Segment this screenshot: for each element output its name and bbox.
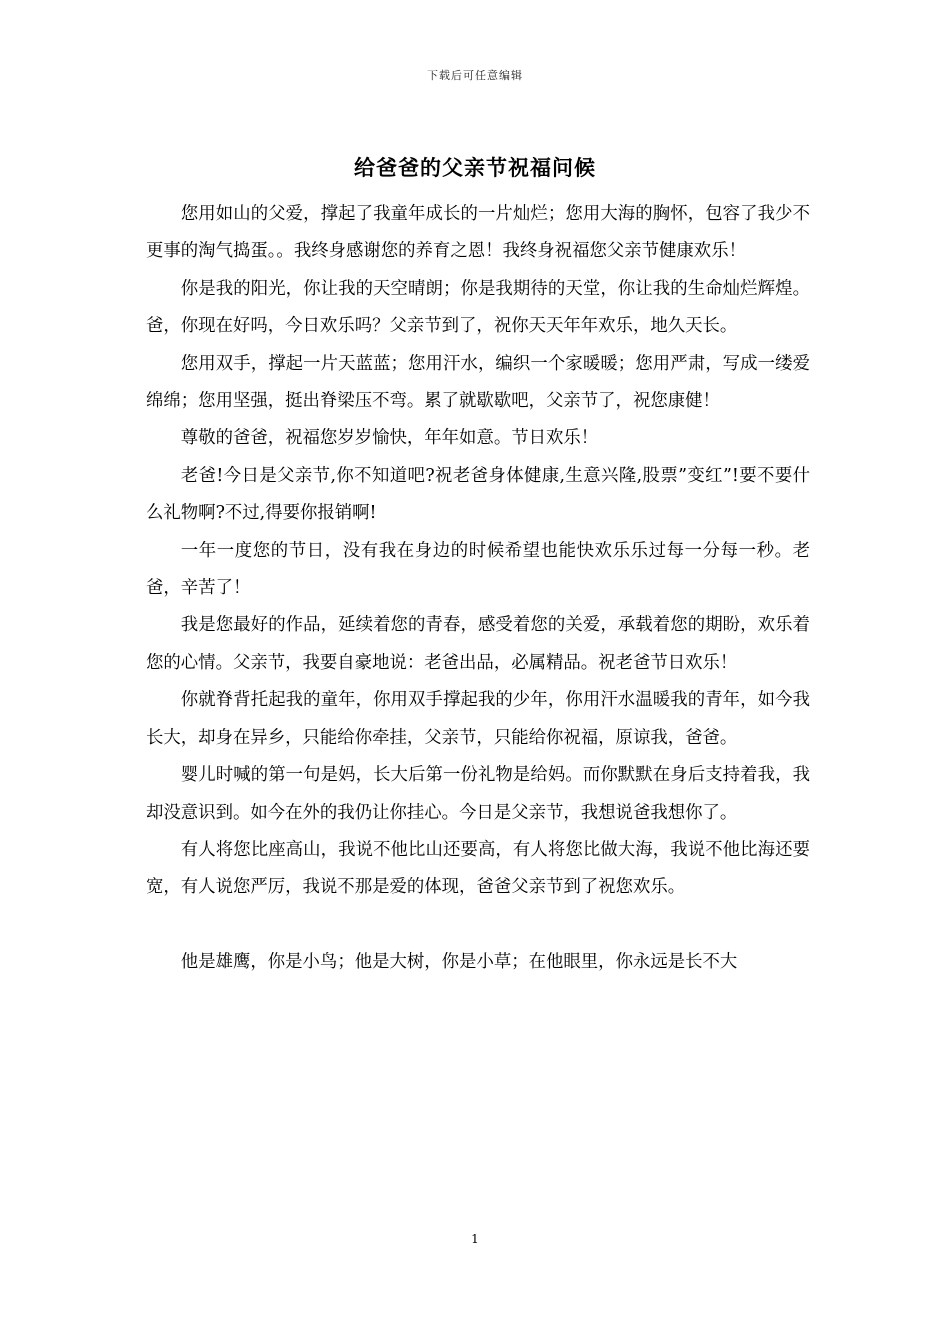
paragraph: 您用如山的父爱，撑起了我童年成长的一片灿烂；您用大海的胸怀，包容了我少不更事的淘气捣蛋。。我终身感谢您的养育之恩！我终身祝福您父亲节健康欢乐！	[146, 204, 810, 262]
paragraph: 你就脊背托起我的童年，你用双手撑起我的少年，你用汗水温暖我的青年，如今我长大，却身在异乡，只能给你牵挂，父亲节，只能给你祝福，原谅我，爸爸。	[146, 690, 810, 748]
document-body	[146, 196, 810, 982]
paragraph: 有人将您比座高山，我说不他比山还要高，有人将您比做大海，我说不他比海还要宽，有人说您严厉，我说不那是爱的体现，爸爸父亲节到了祝您欢乐。	[146, 839, 810, 898]
paragraph: 您用双手，撑起一片天蓝蓝；您用汗水，编织一个家暖暖；您用严肃，写成一缕爱绵绵；您用坚强，挺出脊梁压不弯。累了就歇歇吧，父亲节了，祝您康健！	[146, 353, 810, 412]
paragraph: 他是雄鹰，你是小鸟；他是大树，你是小草；在他眼里，你永远是长不大	[180, 952, 738, 973]
blank-line	[146, 907, 810, 944]
page-number: 1	[471, 1232, 479, 1246]
header-note: 下载后可任意编辑	[427, 69, 523, 82]
paragraph: 尊敬的爸爸，祝福您岁岁愉快，年年如意。节日欢乐！	[180, 428, 599, 449]
paragraph: 一年一度您的节日，没有我在身边的时候希望也能快欢乐乐过每一分每一秒。老爸，辛苦了！	[146, 540, 810, 599]
paragraph: 我是您最好的作品，延续着您的青春，感受着您的关爱，承载着您的期盼，欢乐着您的心情。父亲节，我要自豪地说：老爸出品，必属精品。祝老爸节日欢乐！	[146, 615, 810, 673]
paragraph: 婴儿时喊的第一句是妈，长大后第一份礼物是给妈。而你默默在身后支持着我，我却没意识到。如今在外的我仍让你挂心。今日是父亲节，我想说爸我想你了。	[146, 765, 810, 823]
paragraph: 你是我的阳光，你让我的天空晴朗；你是我期待的天堂，你让我的生命灿烂辉煌。爸，你现在好吗，今日欢乐吗？父亲节到了，祝你天天年年欢乐，地久天长。	[146, 278, 810, 337]
document-title: 给爸爸的父亲节祝福问候	[354, 155, 596, 180]
paragraph: 老爸!今日是父亲节,你不知道吧?祝老爸身体健康,生意兴隆,股票”变红”!要不要什么礼物啊?不过,得要你报销啊!	[146, 465, 810, 524]
